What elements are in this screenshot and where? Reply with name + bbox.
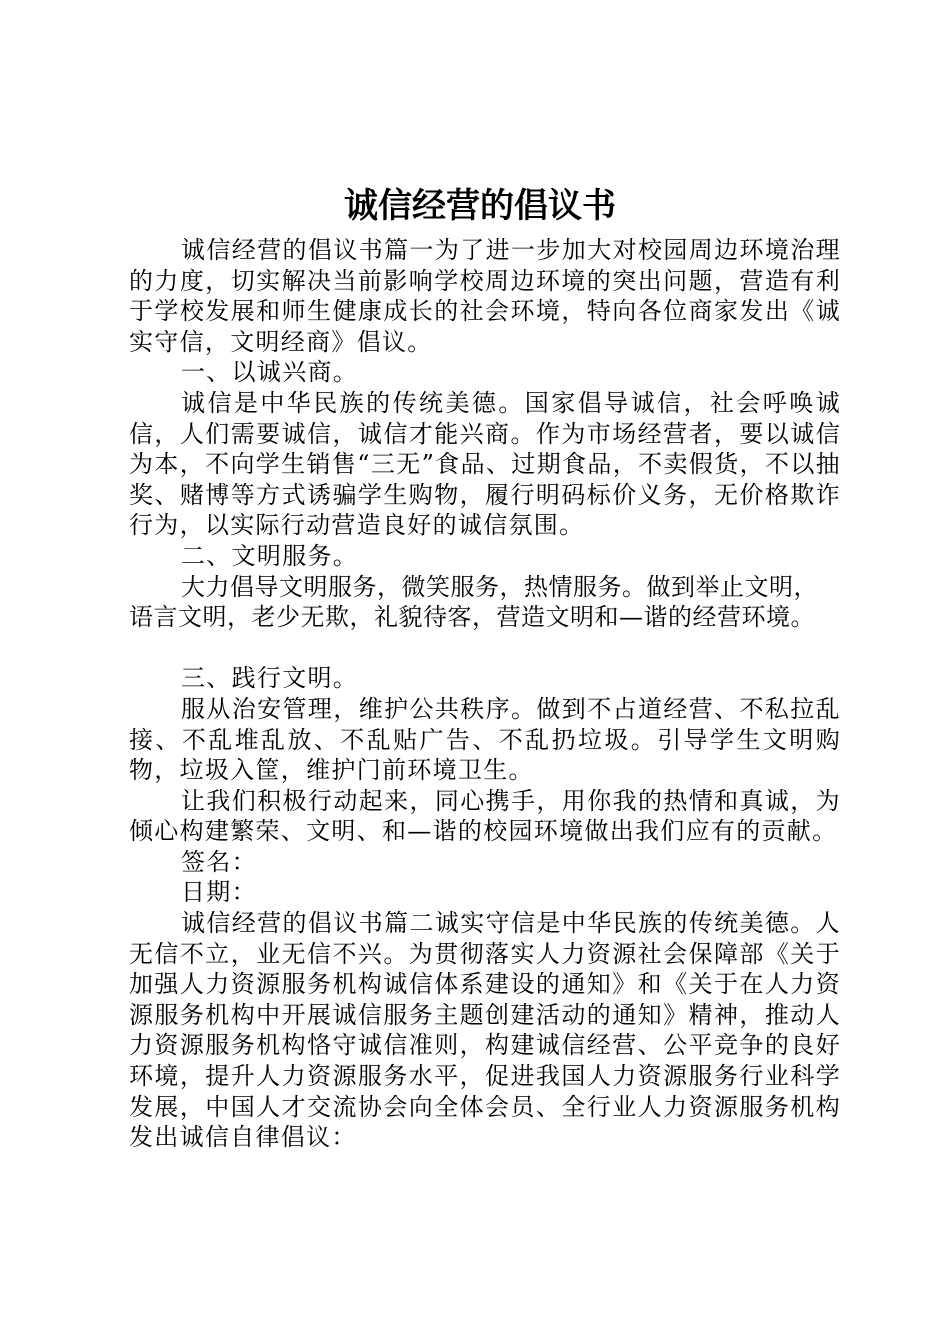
document-title: 诚信经营的倡议书 <box>344 186 616 226</box>
paragraph-section-2-line-1: 大力倡导文明服务，微笑服务，热情服务。做到举止文明， <box>181 572 818 601</box>
document-body <box>129 235 841 1153</box>
paragraph-closing: 让我们积极行动起来，同心携手，用你我的热情和真诚，为倾心构建繁荣、文明、和—谐的校园环境做出我们应有的贡献。 <box>129 786 841 846</box>
paragraph-section-3: 服从治安管理，维护公共秩序。做到不占道经营、不私拉乱接、不乱堆乱放、不乱贴广告、不乱扔垃圾。引导学生文明购物，垃圾入筐，维护门前环境卫生。 <box>129 694 841 785</box>
paragraph-intro: 诚信经营的倡议书篇一为了进一步加大对校园周边环境治理的力度，切实解决当前影响学校周边环境的突出问题，营造有利于学校发展和师生健康成长的社会环境，特向各位商家发出《诚实守信，文明经商》倡议。 <box>129 236 841 356</box>
heading-section-2: 二、文明服务。 <box>181 541 359 570</box>
blank-line <box>129 633 841 664</box>
signature-label: 签名： <box>181 847 257 876</box>
heading-section-3: 三、践行文明。 <box>181 664 359 693</box>
paragraph-part-two: 诚信经营的倡议书篇二诚实守信是中华民族的传统美德。人无信不立，业无信不兴。为贯彻落实人力资源社会保障部《关于加强人力资源服务机构诚信体系建设的通知》和《关于在人力资源服务机构中开展诚信服务主题创建活动的通知》精神，推动人力资源服务机构恪守诚信准则，构建诚信经营、公平竞争的良好环境，提升人力资源服务水平，促进我国人力资源服务行业科学发展，中国人才交流协会向全体会员、全行业人力资源服务机构发出诚信自律倡议： <box>129 909 841 1152</box>
paragraph-section-2-line-2: 语言文明，老少无欺，礼貌待客，营造文明和—谐的经营环境。 <box>129 603 815 632</box>
date-label: 日期： <box>181 878 257 907</box>
heading-section-1: 一、以诚兴商。 <box>181 358 359 387</box>
paragraph-section-1: 诚信是中华民族的传统美德。国家倡导诚信，社会呼唤诚信，人们需要诚信，诚信才能兴商。作为市场经营者，要以诚信为本，不向学生销售“三无”食品、过期食品，不卖假货，不以抽奖、赌博等方式诱骗学生购物，履行明码标价义务，无价格欺诈行为，以实际行动营造良好的诚信氛围。 <box>129 388 841 540</box>
